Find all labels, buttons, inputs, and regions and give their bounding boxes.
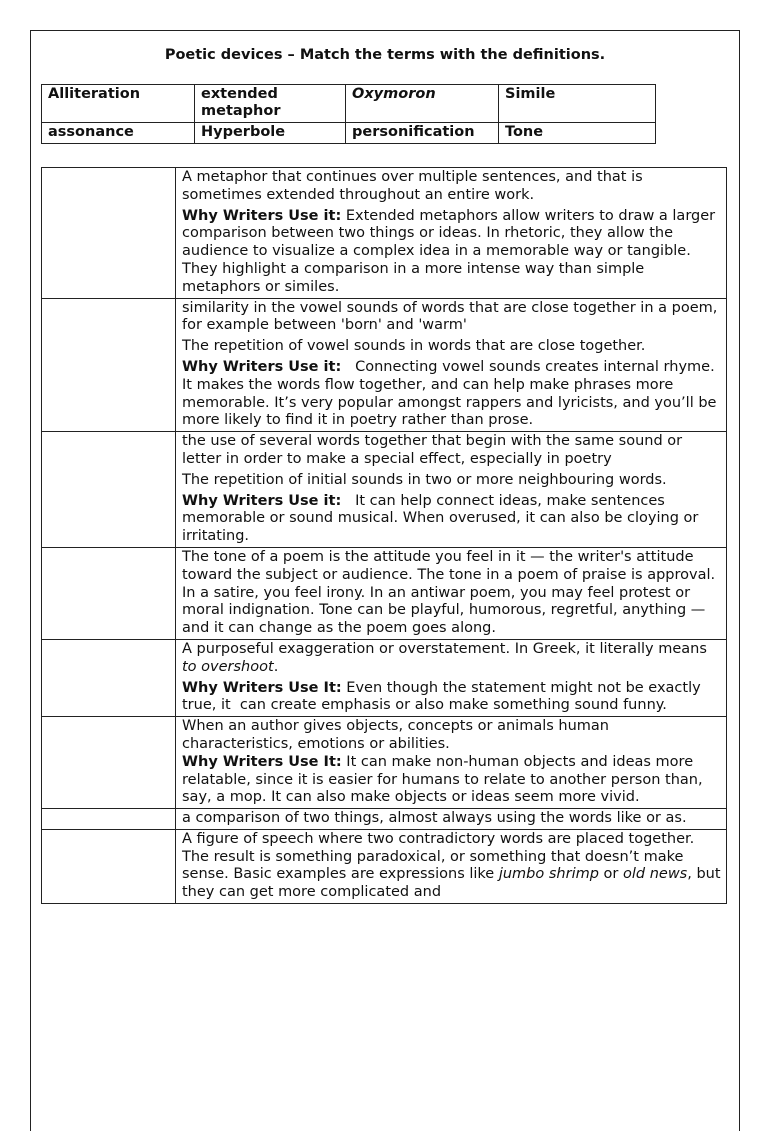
term-extended-metaphor: extended metaphor [195,85,346,123]
why-label: Why Writers Use it: [182,492,342,509]
definition-text [182,831,721,902]
example-emphasis: old news [623,866,688,883]
definition-cell [176,639,727,716]
definition-text: When an author gives objects, concepts or animals human characteristics, emotions or abilities. [182,718,609,752]
terms-row [42,123,656,144]
definition-text: The tone of a poem is the attitude you feel in it — the writer's attitude toward the subject or audience. The tone in a poem of praise is approval. In a satire, you feel irony. In an antiwar poem, you may feel protest or moral indignation. Tone can be playful, humorous, regretful, anything — and it can change as the poem goes along. [182,548,716,637]
definition-text: a comparison of two things, almost always using the words like or as. [182,810,687,827]
term-hyperbole: Hyperbole [195,123,346,144]
definition-cell [176,809,727,830]
worksheet-title: Poetic devices – Match the terms with the definitions. [164,47,606,63]
why-label: Why Writers Use It: [182,679,342,696]
why-paragraph [182,493,721,546]
definition-text [182,641,721,677]
definition-part: A purposeful exaggeration or overstatement. In Greek, it literally means [182,640,707,657]
answer-cell[interactable] [42,829,176,903]
answer-cell[interactable] [42,809,176,830]
why-label: Why Writers Use It: [182,753,342,770]
definition-row [42,432,727,548]
definition-row [42,809,727,830]
answer-cell[interactable] [42,432,176,548]
definition-row [42,298,727,432]
answer-cell[interactable] [42,547,176,639]
definition-text: The repetition of initial sounds in two or more neighbouring words. [182,471,667,488]
definition-text: the use of several words together that begin with the same sound or letter in order to make a special effect, especially in poetry [182,433,683,467]
why-text: Even though the statement might not be exactly true, it can create emphasis or also make something sound funny. [182,679,706,714]
definitions-table [41,167,727,904]
definition-cell [176,298,727,432]
definition-part: or [598,866,623,883]
term-alliteration: Alliteration [42,85,195,123]
why-label: Why Writers Use it: [182,207,342,224]
definition-cell [176,547,727,639]
definition-row [42,829,727,903]
definition-cell [176,432,727,548]
definition-part: A figure of speech where two contradictory words are placed together. The result is something paradoxical, or something that doesn’t make sense. Basic examples are expressions like [182,830,695,883]
term-simile: Simile [499,85,656,123]
why-text: It can help connect ideas, make sentences memorable or sound musical. When overused, it can also be cloying or irritating. [182,492,703,545]
term-oxymoron: Oxymoron [346,85,499,123]
definition-part: , but they can get more complicated and [182,866,721,901]
definition-text: A metaphor that continues over multiple sentences, and that is sometimes extended throughout an entire work. [182,169,643,203]
why-paragraph [182,754,721,807]
example-emphasis: jumbo shrimp [498,866,599,883]
answer-cell[interactable] [42,298,176,432]
definition-cell [176,717,727,809]
term-tone: Tone [499,123,656,144]
answer-cell[interactable] [42,168,176,299]
definition-row [42,168,727,299]
definition-row [42,547,727,639]
terms-row [42,85,656,123]
answer-cell[interactable] [42,639,176,716]
definition-row [42,639,727,716]
answer-cell[interactable] [42,717,176,809]
definition-row [42,717,727,809]
definition-text: similarity in the vowel sounds of words that are close together in a poem, for example between 'born' and 'warm' [182,299,718,334]
worksheet-page [30,30,740,1131]
why-paragraph [182,208,721,297]
why-label: Why Writers Use it: [182,358,342,375]
definition-cell [176,829,727,903]
why-paragraph [182,680,721,716]
why-text: Extended metaphors allow writers to draw a larger comparison between two things or ideas. In rhetoric, they allow the audience to visualize a complex idea in a memorable way or tangible. They highlight a comparison in a more intense way than simple metaphors or similes. [182,207,716,295]
definition-emphasis: to overshoot [182,658,274,675]
term-personification: personification [346,123,499,144]
why-text: It can make non-human objects and ideas more relatable, since it is easier for humans to relate to another person than, say, a mop. It can also make objects or ideas seem more vivid. [182,753,703,806]
terms-table [41,84,656,144]
why-paragraph [182,359,721,430]
definition-text: The repetition of vowel sounds in words that are close together. [182,338,646,355]
definition-part: . [273,658,279,675]
why-text: Connecting vowel sounds creates internal rhyme. It makes the words flow together, and can help make phrases more memorable. It’s very popular amongst rappers and lyricists, and you’ll be more likely to find it in poetry rather than prose. [182,358,722,429]
definition-cell [176,168,727,299]
term-assonance: assonance [42,123,195,144]
